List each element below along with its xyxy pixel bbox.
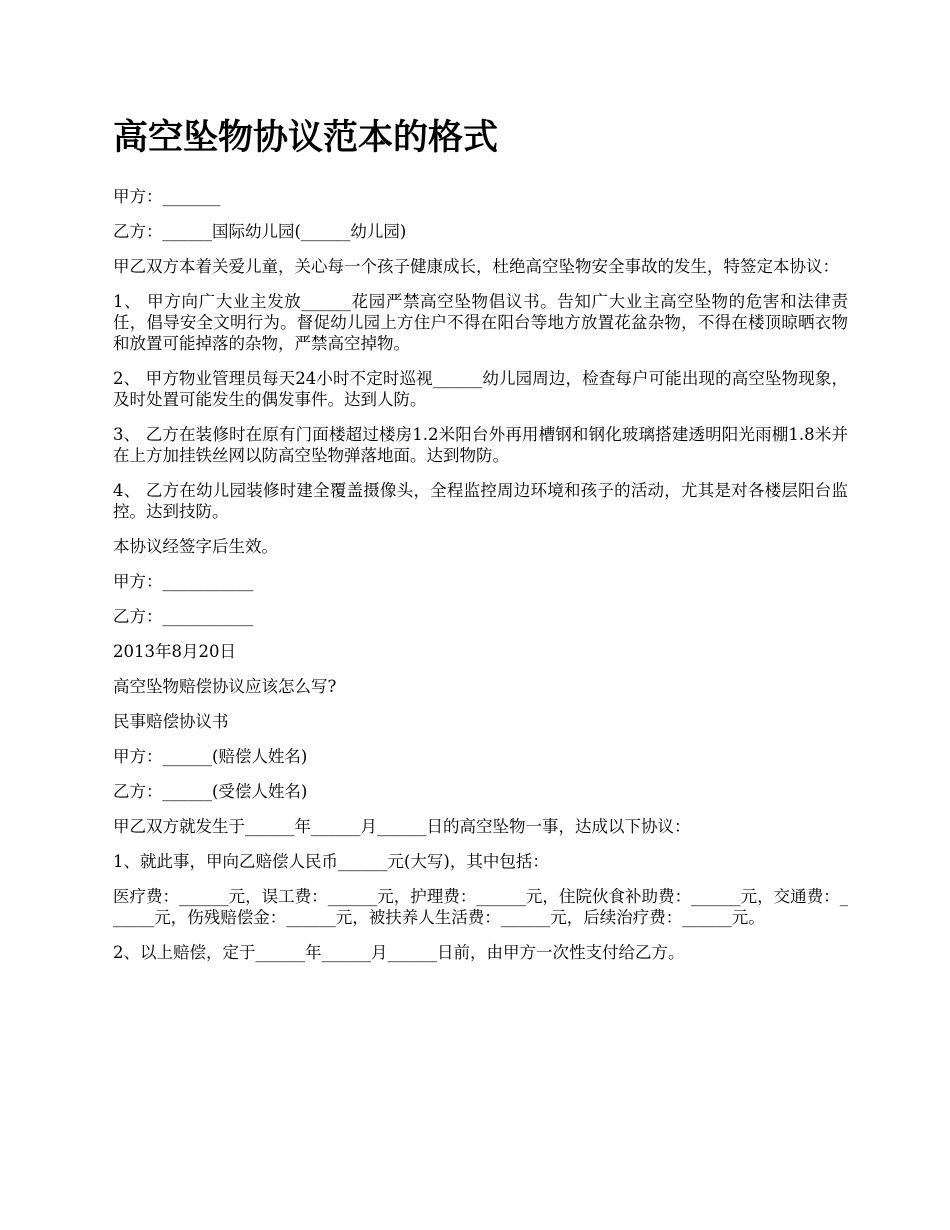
preamble-paragraph: 甲乙双方本着关爱儿童，关心每一个孩子健康成长，杜绝高空坠物安全事故的发生，特签定本协议： — [113, 257, 839, 276]
signature-party-a: 甲方：___________ — [113, 572, 254, 591]
effective-statement: 本协议经签字后生效。 — [113, 537, 278, 556]
document-page — [113, 112, 848, 977]
compensator-line: 甲方：______(赔偿人姓名) — [113, 747, 308, 766]
clause-3: 3、 乙方在装修时在原有门面楼超过楼房1.2米阳台外再用槽钢和钢化玻璃搭建透明阳光雨棚1.8米并在上方加挂铁丝网以防高空坠物弹落地面。达到物防。 — [113, 425, 848, 465]
section-question: 高空坠物赔偿协议应该怎么写? — [113, 677, 337, 696]
compensation-clause-1: 1、就此事，甲向乙赔偿人民币______元(大写)，其中包括： — [113, 852, 549, 871]
document-title: 高空坠物协议范本的格式 — [113, 117, 499, 158]
compensation-breakdown: 医疗费：______元，误工费：______元，护理费：______元，住院伙食补助费：______元，交通费：______元，伤残赔偿金：______元，被扶养人生活费：______元，后续治疗费：______元。 — [113, 887, 849, 927]
incident-statement: 甲乙双方就发生于______年______月______日的高空坠物一事，达成以下协议： — [113, 817, 691, 836]
clause-2: 2、 甲方物业管理员每天24小时不定时巡视______幼儿园周边，检查每户可能出现的高空坠物现象，及时处置可能发生的偶发事件。达到人防。 — [113, 369, 848, 409]
section-heading: 民事赔偿协议书 — [113, 712, 229, 731]
party-a-line: 甲方：_______ — [113, 187, 221, 206]
party-b-line: 乙方：______国际幼儿园(______幼儿园) — [113, 222, 407, 241]
agreement-date: 2013年8月20日 — [113, 642, 236, 661]
clause-1: 1、 甲方向广大业主发放______花园严禁高空坠物倡议书。告知广大业主高空坠物的危害和法律责任，倡导安全文明行为。督促幼儿园上方住户不得在阳台等地方放置花盆杂物，不得在楼顶晾晒衣物和放置可能掉落的杂物，严禁高空掉物。 — [113, 292, 848, 353]
compensation-clause-2: 2、以上赔偿，定于______年______月______日前，由甲方一次性支付给乙方。 — [113, 943, 685, 962]
clause-4: 4、 乙方在幼儿园装修时建全覆盖摄像头，全程监控周边环境和孩子的活动，尤其是对各楼层阳台监控。达到技防。 — [113, 481, 848, 521]
recipient-line: 乙方：______(受偿人姓名) — [113, 782, 308, 801]
signature-party-b: 乙方：___________ — [113, 607, 254, 626]
